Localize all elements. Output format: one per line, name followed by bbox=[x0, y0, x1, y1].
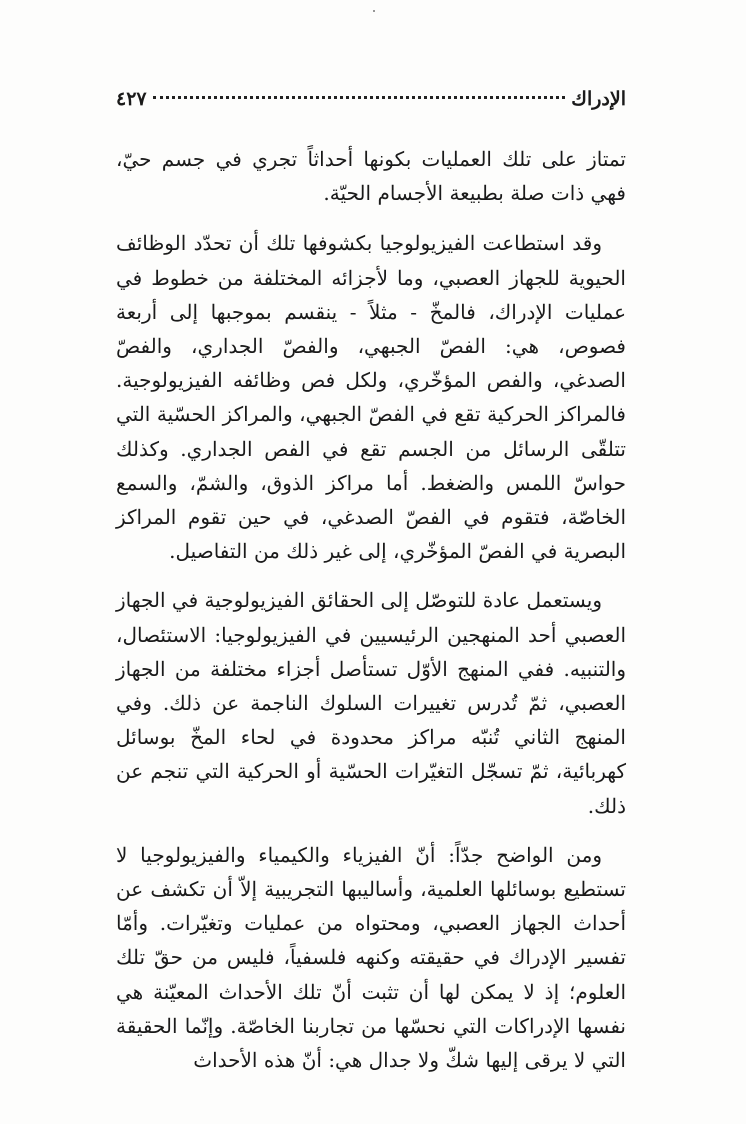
running-header-title: الإدراك bbox=[571, 88, 626, 110]
page-number: ٤٢٧ bbox=[116, 88, 147, 110]
scan-speck bbox=[373, 10, 375, 12]
running-header bbox=[116, 88, 626, 118]
paragraph-1: تمتاز على تلك العمليات بكونها أحداثاً تجري في جسم حيّ، فهي ذات صلة بطبيعة الأجسام الحيّة. bbox=[116, 147, 626, 206]
paragraph-2: وقد استطاعت الفيزيولوجيا بكشوفها تلك أن تحدّد الوظائف الحيوية للجهاز العصبي، وما لأجزائه المختلفة من خطوط في عمليات الإدراك، فالمخّ - مثلاً - ينقسم بموجبها إلى أربعة فصوص، هي: الفصّ الجبهي، والفصّ الجداري، والفصّ الصدغي، والفص المؤخّري، ولكل فص وظائفه الفيزيولوجية. فالمراكز الحركية تقع في الفصّ الجبهي، والمراكز الحسّية التي تتلقّى الرسائل من الجسم تقع في الفص الجداري. وكذلك حواسّ اللمس والضغط. أما مراكز الذوق، والشمّ، والسمع الخاصّة، فتقوم في الفصّ الصدغي، في حين تقوم المراكز البصرية في الفصّ المؤخّري، إلى غير ذلك من التفاصيل. bbox=[116, 231, 626, 564]
page-body bbox=[116, 142, 626, 1077]
header-dot-leader bbox=[153, 96, 566, 99]
paragraph-4: ومن الواضح جدّاً: أنّ الفيزياء والكيمياء والفيزيولوجيا لا تستطيع بوسائلها العلمية، وأساليبها التجريبية إلاّ أن تكشف عن أحداث الجهاز العصبي، ومحتواه من عمليات وتغيّرات. وأمّا تفسير الإدراك في حقيقته وكنهه فلسفياً، فليس من حقّ تلك العلوم؛ إذ لا يمكن لها أن تثبت أنّ تلك الأحداث المعيّنة هي نفسها الإدراكات التي نحسّها من تجاربنا الخاصّة. وإنّما الحقيقة التي لا يرقى إليها شكّ ولا جدال هي: أنّ هذه الأحداث bbox=[116, 842, 626, 1073]
paragraph-3: ويستعمل عادة للتوصّل إلى الحقائق الفيزيولوجية في الجهاز العصبي أحد المنهجين الرئيسيين في الفيزيولوجيا: الاستئصال، والتنبيه. ففي المنهج الأوّل تستأصل أجزاء مختلفة من الجهاز العصبي، ثمّ تُدرس تغييرات السلوك الناجمة عن ذلك. وفي المنهج الثاني تُنبّه مراكز محدودة في لحاء المخّ بوسائل كهربائية، ثمّ تسجّل التغيّرات الحسّية أو الحركية التي تنجم عن ذلك. bbox=[116, 588, 626, 818]
